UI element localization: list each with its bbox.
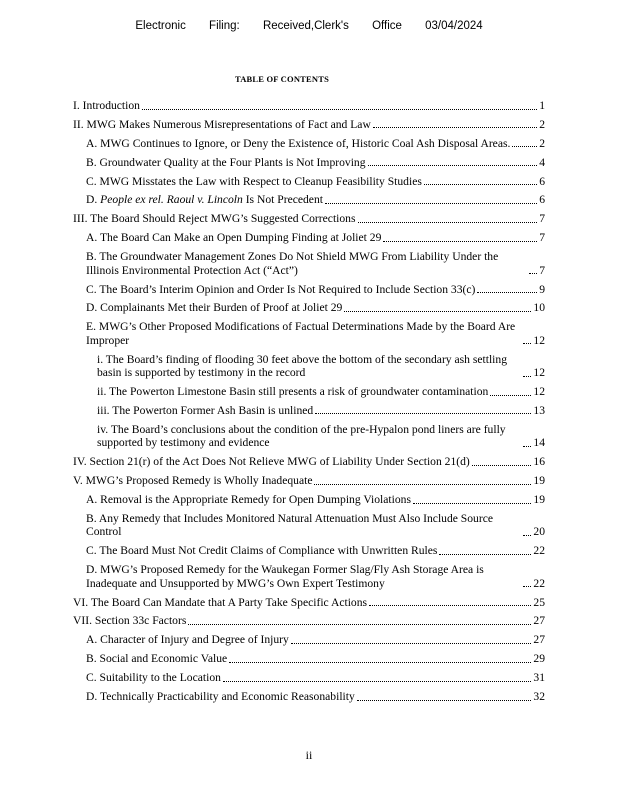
toc-leader-dots [413, 503, 531, 504]
toc-entry [73, 671, 545, 685]
toc-leader-dots [142, 109, 537, 110]
toc-leader-dots [373, 127, 537, 128]
header-filing: Filing: [209, 20, 240, 32]
toc-entry [73, 493, 545, 507]
toc-entry-page: 12 [533, 366, 545, 380]
toc-entry-text: B. Groundwater Quality at the Four Plants is Not Improving [86, 155, 366, 169]
toc-entry [73, 99, 545, 113]
toc-entry-text: D. MWG’s Proposed Remedy for the Waukegan Former Slag/Fly Ash Storage Area is Inadequate and Unsupported by MWG’s Own Expert Testimony [86, 563, 484, 590]
toc-leader-dots [314, 484, 531, 485]
toc-entry-page: 4 [539, 155, 545, 169]
toc-entry-text: VII. Section 33c Factors [73, 614, 187, 628]
toc-entry [73, 544, 545, 558]
toc-entry-text: C. The Board Must Not Credit Claims of Compliance with Unwritten Rules [86, 544, 438, 558]
toc-entry-page: 6 [539, 193, 545, 207]
toc-entry-text: ii. The Powerton Limestone Basin still presents a risk of groundwater contamination [97, 385, 489, 399]
toc-entry [73, 690, 545, 704]
toc-entry-text: A. Character of Injury and Degree of Injury [86, 633, 289, 647]
toc-entry-page: 7 [539, 212, 545, 226]
toc-entry [73, 193, 545, 207]
toc-leader-dots [523, 535, 531, 536]
toc-entry [73, 596, 545, 610]
toc-entry-text: III. The Board Should Reject MWG’s Suggested Corrections [73, 212, 356, 226]
toc-entry [73, 423, 545, 450]
toc-entry-text: B. Any Remedy that Includes Monitored Natural Attenuation Must Also Include Source Control [86, 511, 494, 539]
toc-entry-text: iii. The Powerton Former Ash Basin is unlined [97, 403, 314, 417]
toc-entry-page: 7 [539, 263, 545, 277]
toc-entry-page: 20 [533, 525, 545, 539]
toc-entry [73, 320, 545, 347]
toc-entry-page: 27 [533, 633, 545, 647]
toc-entry-page: 13 [533, 403, 545, 417]
toc-leader-dots [315, 413, 531, 414]
toc-leader-dots [325, 203, 537, 204]
toc-leader-dots [223, 681, 531, 682]
toc-entry-text: C. The Board’s Interim Opinion and Order Is Not Required to Include Section 33(c) [86, 282, 476, 296]
toc-entry-text: II. MWG Makes Numerous Misrepresentations of Fact and Law [73, 117, 371, 131]
toc-entry-text: C. MWG Misstates the Law with Respect to Cleanup Feasibility Studies [86, 174, 422, 188]
toc-entry-page: 14 [533, 436, 545, 450]
toc-entry-page: 12 [533, 333, 545, 347]
table-of-contents [73, 99, 545, 709]
toc-leader-dots [472, 465, 532, 466]
toc-entry [73, 231, 545, 245]
toc-entry [73, 614, 545, 628]
toc-entry [73, 633, 545, 647]
toc-entry-page: 31 [533, 671, 545, 685]
toc-entry-text: A. MWG Continues to Ignore, or Deny the Existence of, Historic Coal Ash Disposal Areas. [86, 136, 511, 150]
toc-entry-text: E. MWG’s Other Proposed Modifications of Factual Determinations Made by the Board Are Improper [86, 320, 516, 347]
filing-header [0, 20, 618, 32]
toc-entry [73, 250, 545, 277]
header-electronic: Electronic [135, 20, 186, 32]
toc-leader-dots [358, 222, 538, 223]
toc-entry-page: 16 [533, 455, 545, 469]
toc-leader-dots [523, 343, 531, 344]
toc-entry [73, 404, 545, 418]
toc-entry-text: C. Suitability to the Location [86, 671, 221, 685]
toc-entry-page: 25 [533, 595, 545, 609]
toc-leader-dots [529, 273, 537, 274]
toc-leader-dots [344, 311, 531, 312]
toc-entry [73, 563, 545, 590]
toc-entry-text: D. Complainants Met their Burden of Proof at Joliet 29 [86, 301, 343, 315]
toc-leader-dots [439, 554, 531, 555]
toc-entry-text: B. Social and Economic Value [86, 652, 228, 666]
toc-entry-page: 27 [533, 614, 545, 628]
toc-entry-page: 2 [539, 136, 545, 150]
toc-entry-text: I. Introduction [73, 99, 140, 112]
toc-leader-dots [369, 605, 531, 606]
toc-entry-text: B. The Groundwater Management Zones Do Not Shield MWG From Liability Under the Illinois Environmental Protection Act (“Act”) [86, 250, 499, 277]
header-office: Office [372, 20, 402, 32]
toc-entry-page: 7 [539, 231, 545, 245]
header-date: 03/04/2024 [425, 20, 483, 32]
toc-entry-page: 6 [539, 174, 545, 188]
toc-entry-text: IV. Section 21(r) of the Act Does Not Relieve MWG of Liability Under Section 21(d) [73, 455, 470, 469]
toc-entry-text: D. Technically Practicability and Economic Reasonability [86, 690, 355, 704]
toc-entry [73, 353, 545, 380]
toc-entry-text: VI. The Board Can Mandate that A Party Take Specific Actions [73, 595, 368, 609]
toc-entry-page: 12 [533, 385, 545, 399]
toc-leader-dots [523, 376, 531, 377]
toc-leader-dots [368, 165, 538, 166]
toc-leader-dots [477, 292, 537, 293]
toc-title: TABLE OF CONTENTS [234, 74, 330, 84]
toc-leader-dots [490, 395, 531, 396]
toc-entry-page: 32 [533, 690, 545, 704]
toc-entry [73, 283, 545, 297]
toc-entry-page: 19 [533, 493, 545, 507]
toc-leader-dots [188, 624, 531, 625]
toc-leader-dots [512, 146, 537, 147]
toc-entry-page: 19 [533, 474, 545, 488]
toc-entry-text: iv. The Board’s conclusions about the condition of the pre-Hypalon pond liners are fully supported by testimony and evidence [97, 422, 506, 450]
toc-entry [73, 175, 545, 189]
toc-entry-text: A. The Board Can Make an Open Dumping Finding at Joliet 29 [86, 231, 382, 245]
toc-leader-dots [229, 662, 531, 663]
toc-entry [73, 156, 545, 170]
toc-entry-text: i. The Board’s finding of flooding 30 feet above the bottom of the secondary ash settling basin is supported by testimony in the record [97, 352, 507, 380]
toc-entry [73, 118, 545, 132]
toc-entry-text: A. Removal is the Appropriate Remedy for Open Dumping Violations [86, 493, 411, 507]
toc-leader-dots [357, 700, 532, 701]
toc-leader-dots [291, 643, 532, 644]
toc-entry-page: 22 [533, 544, 545, 558]
toc-entry-text: D. People ex rel. Raoul v. Lincoln Is Not Precedent [86, 193, 323, 207]
toc-leader-dots [383, 241, 537, 242]
toc-leader-dots [523, 586, 531, 587]
toc-entry-page: 29 [533, 652, 545, 666]
toc-entry [73, 512, 545, 539]
toc-entry-page: 22 [533, 576, 545, 590]
toc-entry-text: V. MWG’s Proposed Remedy is Wholly Inadequate [73, 474, 313, 488]
page-number: ii [305, 748, 313, 762]
toc-entry [73, 301, 545, 315]
header-received: Received,Clerk's [262, 20, 349, 32]
toc-entry [73, 385, 545, 399]
toc-entry-page: 10 [533, 301, 545, 315]
toc-entry [73, 652, 545, 666]
toc-leader-dots [424, 184, 537, 185]
toc-entry [73, 474, 545, 488]
toc-entry [73, 212, 545, 226]
toc-entry [73, 455, 545, 469]
toc-entry-page: 2 [539, 117, 545, 131]
toc-entry-page: 1 [539, 99, 545, 112]
toc-entry-page: 9 [539, 282, 545, 296]
toc-entry [73, 137, 545, 151]
toc-leader-dots [523, 446, 531, 447]
